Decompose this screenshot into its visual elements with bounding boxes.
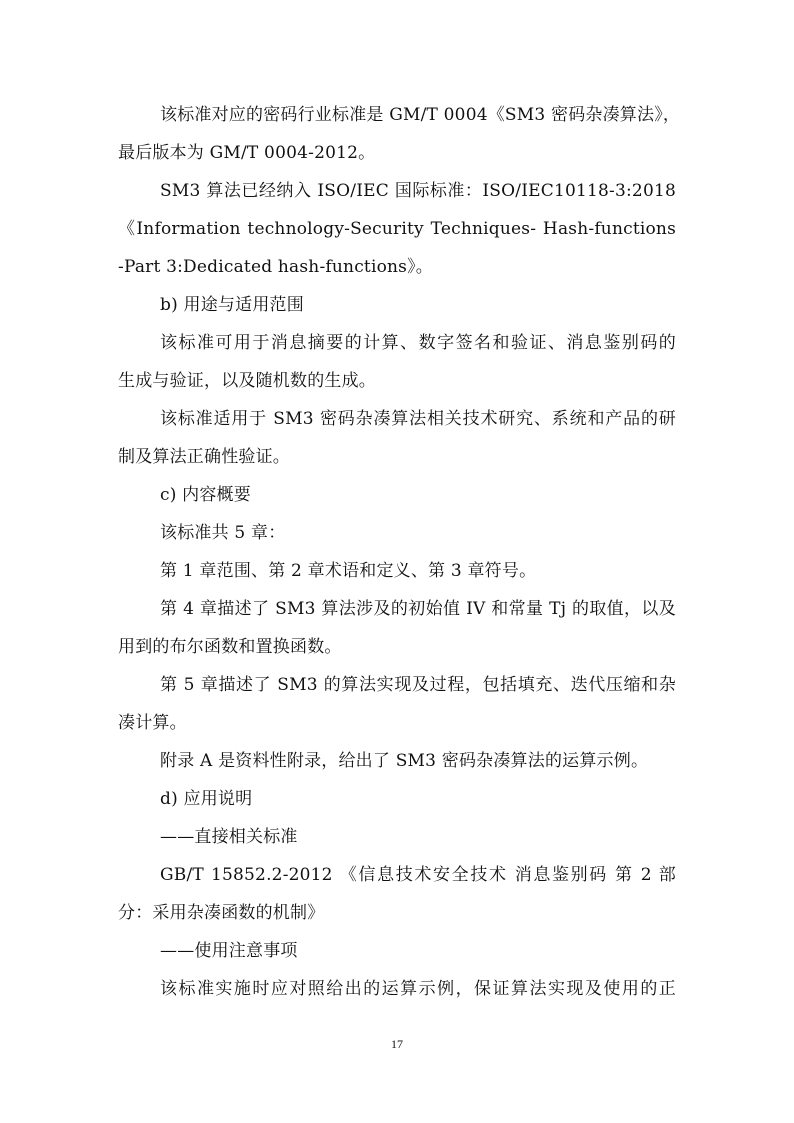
paragraph-line: 该标准实施时应对照给出的运算示例，保证算法实现及使用的正: [160, 979, 676, 999]
section-heading-b: b) 用途与适用范围: [160, 295, 304, 315]
subheading-line: ——使用注意事项: [160, 941, 298, 961]
paragraph-line: SM3 算法已经纳入 ISO/IEC 国际标准：ISO/IEC10118-3:2018: [160, 181, 676, 201]
paragraph-line: 凑计算。: [118, 713, 187, 733]
paragraph-line: 第 1 章范围、第 2 章术语和定义、第 3 章符号。: [160, 561, 537, 581]
subheading-line: ——直接相关标准: [160, 827, 298, 847]
paragraph-line: 该标准适用于 SM3 密码杂凑算法相关技术研究、系统和产品的研: [160, 409, 676, 429]
paragraph-line: 分：采用杂凑函数的机制》: [118, 903, 325, 923]
paragraph-line: 附录 A 是资料性附录，给出了 SM3 密码杂凑算法的运算示例。: [160, 751, 649, 771]
paragraph-line: 该标准共 5 章：: [160, 523, 286, 543]
paragraph-line: 用到的布尔函数和置换函数。: [118, 637, 342, 657]
paragraph-line: GB/T 15852.2-2012 《信息技术安全技术 消息鉴别码 第 2 部: [160, 865, 676, 885]
paragraph-line: 最后版本为 GM/T 0004-2012。: [118, 143, 376, 163]
paragraph-line: 该标准可用于消息摘要的计算、数字签名和验证、消息鉴别码的: [160, 333, 676, 353]
paragraph-line: 第 4 章描述了 SM3 算法涉及的初始值 IV 和常量 Tj 的取值，以及: [160, 599, 676, 619]
paragraph-line: 制及算法正确性验证。: [118, 447, 290, 467]
paragraph-line: 第 5 章描述了 SM3 的算法实现及过程，包括填充、迭代压缩和杂: [160, 675, 676, 695]
page-number: 17: [391, 1037, 403, 1051]
section-heading-d: d) 应用说明: [160, 789, 253, 809]
section-heading-c: c) 内容概要: [160, 485, 251, 505]
paragraph-line: 该标准对应的密码行业标准是 GM/T 0004《SM3 密码杂凑算法》，: [160, 105, 681, 125]
paragraph-line: 生成与验证，以及随机数的生成。: [118, 371, 376, 391]
paragraph-line: -Part 3:Dedicated hash-functions》。: [118, 257, 433, 277]
paragraph-line: 《Information technology-Security Techniques- Hash-functions: [118, 219, 676, 239]
